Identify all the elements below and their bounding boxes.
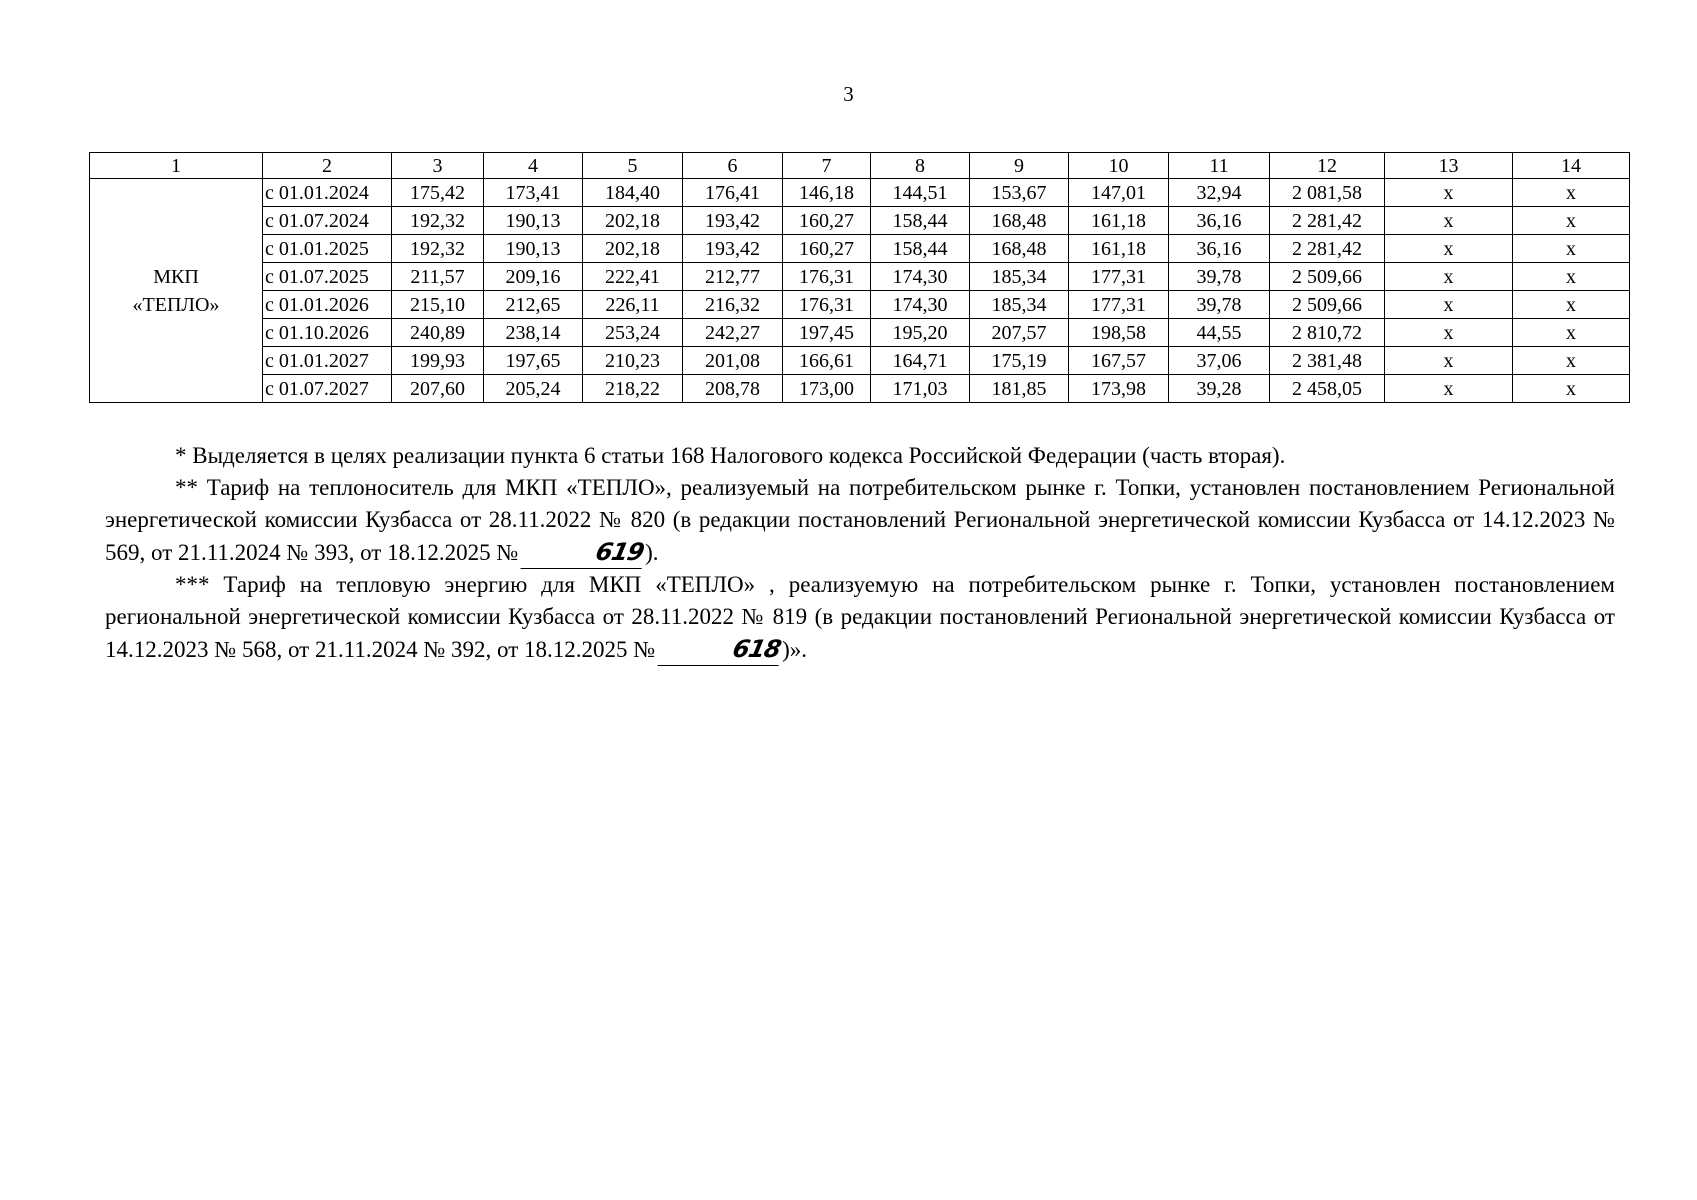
period-cell: с 01.01.2024 [263, 179, 392, 207]
table-row [90, 375, 1630, 403]
table-cell: 205,24 [484, 375, 583, 403]
table-cell: 211,57 [392, 263, 484, 291]
table-cell: 36,16 [1169, 207, 1270, 235]
column-header: 8 [871, 153, 970, 179]
table-cell: 192,32 [392, 207, 484, 235]
table-cell: 176,31 [783, 263, 871, 291]
period-cell: с 01.07.2024 [263, 207, 392, 235]
table-cell: х [1513, 291, 1630, 319]
organization-cell [90, 179, 263, 403]
column-header: 4 [484, 153, 583, 179]
table-cell: 37,06 [1169, 347, 1270, 375]
table-cell: 177,31 [1069, 291, 1169, 319]
table-cell: х [1385, 207, 1513, 235]
table-cell: 212,65 [484, 291, 583, 319]
period-cell: с 01.07.2027 [263, 375, 392, 403]
table-row [90, 263, 1630, 291]
column-header: 3 [392, 153, 484, 179]
table-cell: 185,34 [970, 263, 1069, 291]
table-row [90, 319, 1630, 347]
table-row [90, 291, 1630, 319]
table-cell: 226,11 [583, 291, 683, 319]
table-cell: 176,41 [683, 179, 783, 207]
table-cell: 39,28 [1169, 375, 1270, 403]
table-cell: 208,78 [683, 375, 783, 403]
organization-type: МКП [153, 265, 199, 288]
table-cell: 2 458,05 [1270, 375, 1385, 403]
table-row [90, 347, 1630, 375]
table-cell: 193,42 [683, 207, 783, 235]
table-cell: 164,71 [871, 347, 970, 375]
period-cell: с 01.01.2027 [263, 347, 392, 375]
period-cell: с 01.01.2025 [263, 235, 392, 263]
table-cell: 253,24 [583, 319, 683, 347]
table-cell: х [1385, 263, 1513, 291]
table-cell: 2 381,48 [1270, 347, 1385, 375]
table-cell: 207,60 [392, 375, 484, 403]
footnote-2-text: ** Тариф на теплоноситель для МКП «ТЕПЛО», реализуемый на потребительском рынке г. Топки, установлен постановлением Региональной энергетической комиссии Кузбасса от 28.11.2022 № 820 (в редакции постановлений Региональной энергетической комиссии Кузбасса от 14.12.2023 № 569, от 21.11.2024 № 393, от 18.12.2025 № [105, 475, 1615, 565]
table-cell: 195,20 [871, 319, 970, 347]
table-cell: х [1385, 235, 1513, 263]
table-row [90, 179, 1630, 207]
table-cell: 198,58 [1069, 319, 1169, 347]
table-cell: 193,42 [683, 235, 783, 263]
column-header: 10 [1069, 153, 1169, 179]
table-cell: 158,44 [871, 207, 970, 235]
table-cell: х [1385, 347, 1513, 375]
table-cell: х [1513, 375, 1630, 403]
table-cell: 2 081,58 [1270, 179, 1385, 207]
column-header: 6 [683, 153, 783, 179]
period-cell: с 01.07.2025 [263, 263, 392, 291]
footnote-3-text: *** Тариф на тепловую энергию для МКП «ТЕПЛО» , реализуемую на потребительском рынке г. Топки, установлен постановлением региональной энергетической комиссии Кузбасса от 28.11.2022 № 819 (в редакции постановлений Региональной энергетической комиссии Кузбасса от 14.12.2023 № 568, от 21.11.2024 № 392, от 18.12.2025 № [105, 572, 1615, 662]
column-header: 11 [1169, 153, 1270, 179]
table-cell: 175,42 [392, 179, 484, 207]
table-cell: 171,03 [871, 375, 970, 403]
period-cell: с 01.01.2026 [263, 291, 392, 319]
table-cell: 201,08 [683, 347, 783, 375]
table-cell: 160,27 [783, 207, 871, 235]
table-cell: 207,57 [970, 319, 1069, 347]
table-cell: 192,32 [392, 235, 484, 263]
table-cell: 202,18 [583, 207, 683, 235]
column-header: 12 [1270, 153, 1385, 179]
table-cell: 177,31 [1069, 263, 1169, 291]
table-cell: х [1385, 291, 1513, 319]
table-cell: 44,55 [1169, 319, 1270, 347]
table-cell: 202,18 [583, 235, 683, 263]
table-cell: 242,27 [683, 319, 783, 347]
table-cell: х [1513, 319, 1630, 347]
table-cell: 158,44 [871, 235, 970, 263]
table-cell: 175,19 [970, 347, 1069, 375]
footnote-1: * Выделяется в целях реализации пункта 6 статьи 168 Налогового кодекса Российской Федерации (часть вторая). [175, 443, 1286, 468]
table-cell: 197,45 [783, 319, 871, 347]
footnote-2-tail: ). [645, 540, 659, 565]
table-row [90, 207, 1630, 235]
table-cell: 199,93 [392, 347, 484, 375]
column-header: 1 [90, 153, 263, 179]
table-cell: 39,78 [1169, 263, 1270, 291]
handwritten-number: 618 [657, 633, 785, 666]
table-cell: 147,01 [1069, 179, 1169, 207]
table-cell: 167,57 [1069, 347, 1169, 375]
column-header: 14 [1513, 153, 1630, 179]
footnote-2 [105, 472, 1615, 569]
table-cell: 184,40 [583, 179, 683, 207]
column-header: 7 [783, 153, 871, 179]
table-cell: 173,98 [1069, 375, 1169, 403]
table-cell: 2 509,66 [1270, 263, 1385, 291]
table-cell: 153,67 [970, 179, 1069, 207]
column-header: 5 [583, 153, 683, 179]
table-cell: 176,31 [783, 291, 871, 319]
table-cell: х [1513, 179, 1630, 207]
table-cell: 240,89 [392, 319, 484, 347]
table-cell: х [1385, 179, 1513, 207]
table-cell: 161,18 [1069, 235, 1169, 263]
table-cell: 173,41 [484, 179, 583, 207]
table-cell: х [1513, 263, 1630, 291]
table-cell: 222,41 [583, 263, 683, 291]
table-cell: 181,85 [970, 375, 1069, 403]
table-cell: 215,10 [392, 291, 484, 319]
table-cell: 2 281,42 [1270, 235, 1385, 263]
footnote-3 [105, 569, 1615, 666]
table-header-row [90, 153, 1630, 179]
table-cell: 166,61 [783, 347, 871, 375]
table-cell: 2 281,42 [1270, 207, 1385, 235]
column-header: 13 [1385, 153, 1513, 179]
table-cell: 168,48 [970, 235, 1069, 263]
table-cell: 174,30 [871, 291, 970, 319]
table-cell: 32,94 [1169, 179, 1270, 207]
column-header: 9 [970, 153, 1069, 179]
table-cell: 36,16 [1169, 235, 1270, 263]
table-cell: 218,22 [583, 375, 683, 403]
table-row [90, 235, 1630, 263]
table-cell: 144,51 [871, 179, 970, 207]
footnote-3-tail: )». [782, 637, 808, 662]
table-cell: 173,00 [783, 375, 871, 403]
table-cell: 161,18 [1069, 207, 1169, 235]
table-cell: 2 810,72 [1270, 319, 1385, 347]
table-cell: 238,14 [484, 319, 583, 347]
table-cell: х [1513, 207, 1630, 235]
table-cell: 2 509,66 [1270, 291, 1385, 319]
table-cell: 185,34 [970, 291, 1069, 319]
table-cell: 209,16 [484, 263, 583, 291]
handwritten-number: 619 [521, 536, 649, 569]
table-cell: 168,48 [970, 207, 1069, 235]
table-cell: х [1513, 235, 1630, 263]
tariff-table [89, 152, 1630, 403]
table-cell: х [1385, 375, 1513, 403]
table-cell: х [1385, 319, 1513, 347]
column-header: 2 [263, 153, 392, 179]
table-cell: х [1513, 347, 1630, 375]
table-cell: 39,78 [1169, 291, 1270, 319]
table-cell: 197,65 [484, 347, 583, 375]
table-cell: 160,27 [783, 235, 871, 263]
footnotes [105, 440, 1615, 666]
table-cell: 146,18 [783, 179, 871, 207]
table-cell: 190,13 [484, 207, 583, 235]
period-cell: с 01.10.2026 [263, 319, 392, 347]
page-number: 3 [843, 82, 854, 106]
table-cell: 212,77 [683, 263, 783, 291]
table-cell: 174,30 [871, 263, 970, 291]
table-cell: 210,23 [583, 347, 683, 375]
table-cell: 190,13 [484, 235, 583, 263]
organization-name: «ТЕПЛО» [132, 293, 220, 316]
table-cell: 216,32 [683, 291, 783, 319]
